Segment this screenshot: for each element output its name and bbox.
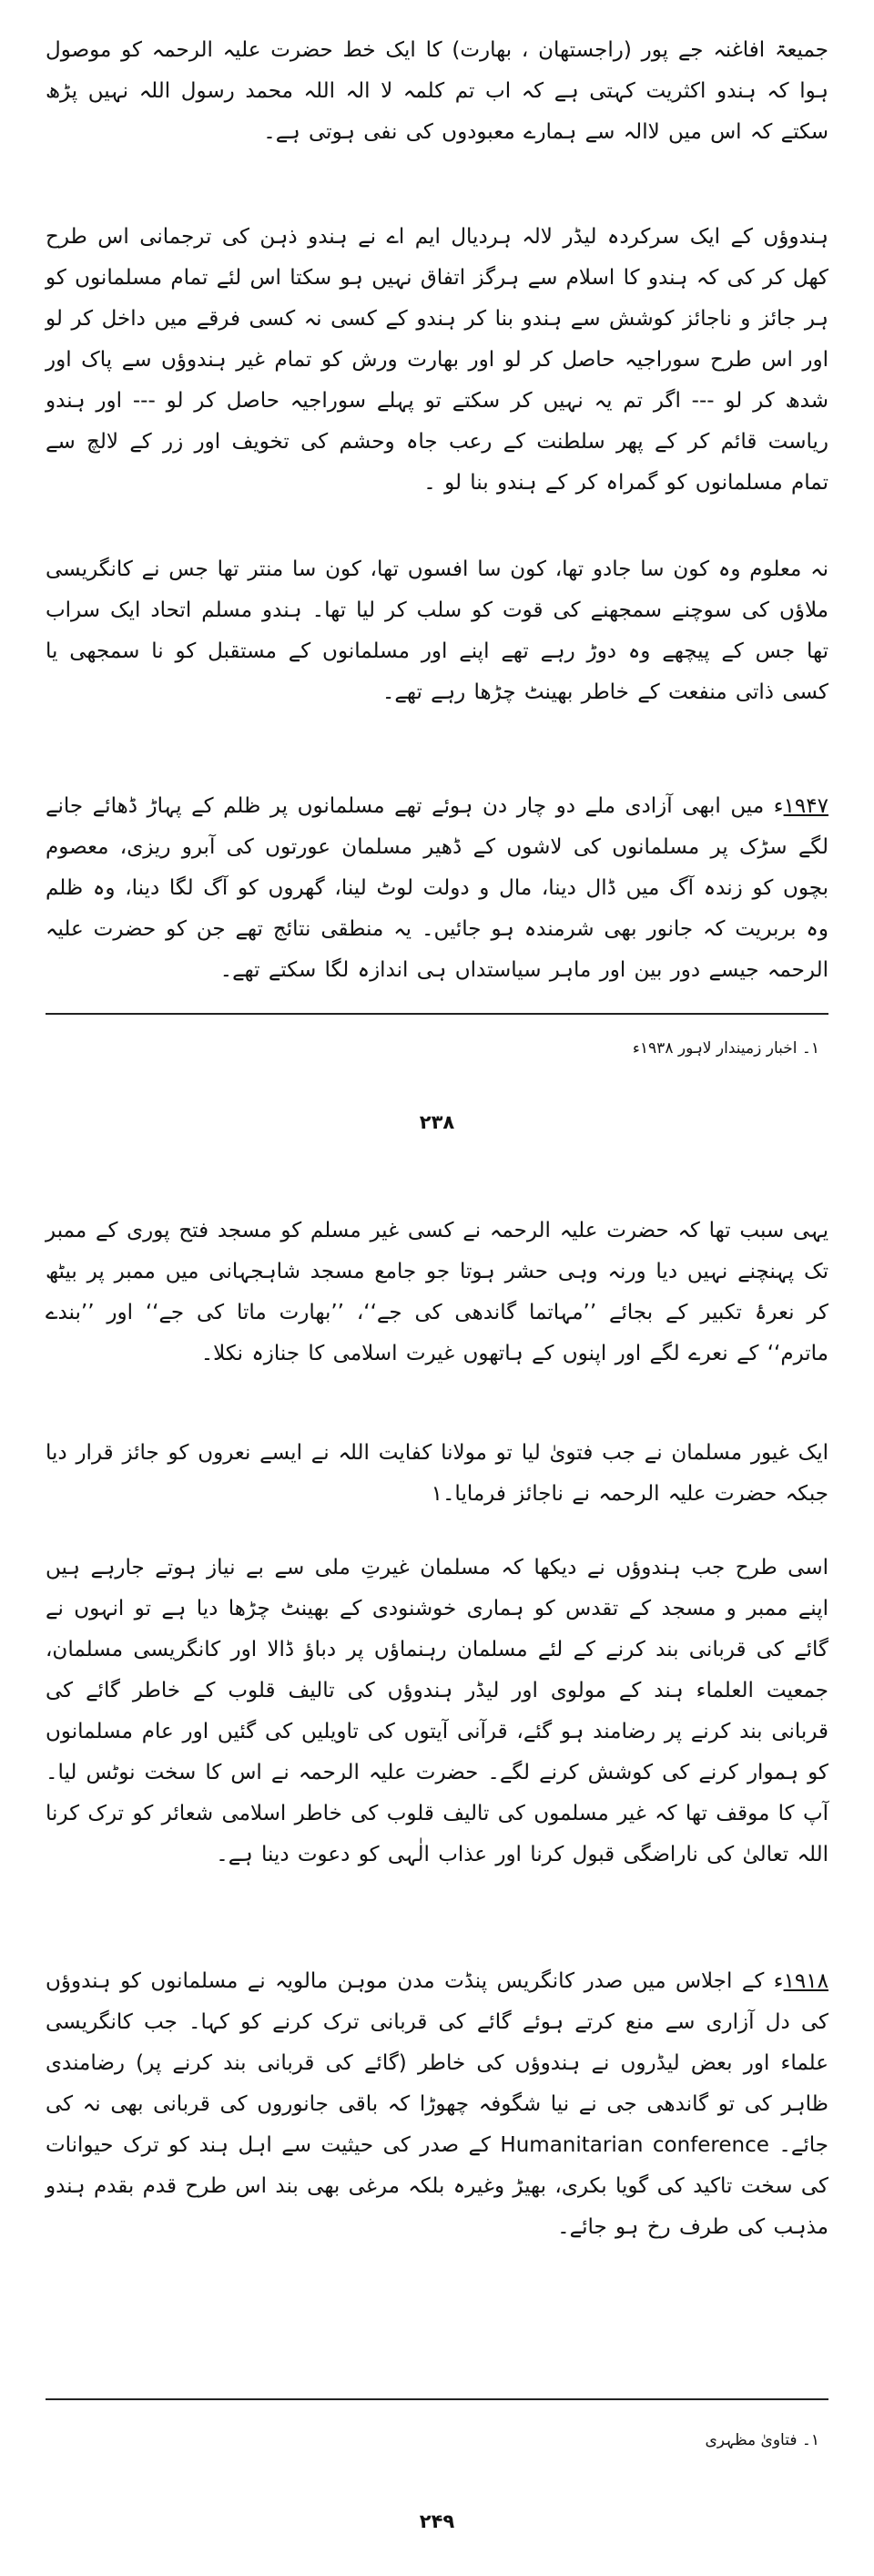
paragraph-5: یہی سبب تھا کہ حضرت علیہ الرحمہ نے کسی غیر مسلم کو مسجد فتح پوری کے ممبر تک پہنچنے نہیں دیا ورنہ وہی حشر ہوتا جو جامع مسجد شاہجہانی میں ممبر پر بیٹھ کر نعرۂ تکبیر کے بجائے ’’مہاتما گاندھی کی جے‘‘، ’’بھارت ماتا کی جے‘‘ اور ’’بندے ماترم‘‘ کے نعرے لگے اور اپنوں کے ہاتھوں غیرت اسلامی کا جنازہ نکلا۔ [46, 1219, 828, 1365]
paragraph-8-text: ء کے اجلاس میں صدر کانگریس پنڈت مدن موہن مالویہ نے مسلمانوں کو ہندوؤں کی دل آزاری سے منع کرتے ہوئے گائے کی قربانی ترک کرنے کو کہا۔ جب کانگریسی علماء اور بعض لیڈروں نے ہندوؤں کی خاطر (گائے کی قربانی بند کرنے پر) رضامندی ظاہر کی تو گاندھی جی نے نیا شگوفہ چھوڑا کہ باقی جانوروں کی قربانی بھی نہ کی جائے۔ Humanitarian conference کے صدر کی حیثیت سے اہل ہند کو ترک حیوانات کی سخت تاکید کی گویا بکری، بھیڑ وغیرہ بلکہ مرغی بھی بند اس طرح قدم بقدم ہندو مذہب کی طرف رخ ہو جائے۔ [46, 1969, 829, 2239]
page-number: ۲۳۸ [419, 1111, 455, 1133]
paragraph-4 [46, 786, 828, 991]
page-number: ۲۴۹ [419, 2510, 455, 2532]
footnote: ۱۔ اخبار زمیندار لاہور ۱۹۳۸ء [632, 1039, 819, 1058]
paragraph-7: اسی طرح جب ہندوؤں نے دیکھا کہ مسلمان غیرتِ ملی سے بے نیاز ہوتے جارہے ہیں اپنے ممبر و مسجد کے تقدس کو ہماری خوشنودی کے بھینٹ چڑھا دیا ہے تو انہوں نے گائے کی قربانی بند کرنے کے لئے مسلمان رہنماؤں پر دباؤ ڈالا اور کانگریسی مسلمان، جمعیت العلماء ہند کے مولوی اور لیڈر ہندوؤں کی تالیف قلوب کے خاطر گائے کی قربانی بند کرنے پر رضامند ہو گئے، قرآنی آیتوں کی تاویلیں کی گئیں اور عام مسلمانوں کو ہموار کرنے کی کوشش کرنے لگے۔ حضرت علیہ الرحمہ نے اس کا سخت نوٹس لیا۔ آپ کا موقف تھا کہ غیر مسلموں کی تالیف قلوب کی خاطر اسلامی شعائر کو ترک کرنا اللہ تعالیٰ کی ناراضگی قبول کرنا اور عذاب الٰہی کو دعوت دینا ہے۔ [46, 1556, 828, 1866]
footnote: ۱۔ فتاویٰ مظہری [705, 2431, 819, 2449]
paragraph-2: ہندوؤں کے ایک سرکردہ لیڈر لالہ ہردیال ایم اے نے ہندو ذہن کی ترجمانی اس طرح کھل کر کی کہ ہندو کا اسلام سے ہرگز اتفاق نہیں ہو سکتا اس لئے تمام مسلمانوں کو ہر جائز و ناجائز کوشش سے ہندو بنا کر ہندو کے کسی نہ کسی فرقے میں داخل کر لو اور اس طرح سوراجیہ حاصل کر لو اور بھارت ورش کو تمام غیر ہندوؤں سے پاک اور شدھ کر لو --- اگر تم یہ نہیں کر سکتے تو پہلے سوراجیہ حاصل کر لو --- اور ہندو ریاست قائم کر کے پھر سلطنت کے رعب جاہ وحشم کی تخویف اور زر کے لالچ سے تمام مسلمانوں کو گمراہ کر کے ہندو بنا لو ۔ [46, 225, 828, 495]
page-249 [0, 1173, 874, 2576]
paragraph-6: ایک غیور مسلمان نے جب فتویٰ لیا تو مولانا کفایت اللہ نے ایسے نعروں کو جائز قرار دیا جبکہ حضرت علیہ الرحمہ نے ناجائز فرمایا۔۱ [46, 1441, 828, 1506]
paragraph-3: نہ معلوم وہ کون سا جادو تھا، کون سا افسوں تھا، کون سا منتر تھا جس نے کانگریسی ملاؤں کی سوچنے سمجھنے کی قوت کو سلب کر لیا تھا۔ ہندو مسلم اتحاد ایک سراب تھا جس کے پیچھے وہ دوڑ رہے تھے اپنے اور مسلمانوں کے مستقبل کو نا سمجھی یا کسی ذاتی منفعت کے خاطر بھینٹ چڑھا رہے تھے۔ [46, 557, 828, 704]
paragraph-4-text: ء میں ابھی آزادی ملے دو چار دن ہوئے تھے مسلمانوں پر ظلم کے پہاڑ ڈھائے جانے لگے سڑک پر مسلمانوں کی لاشوں کے ڈھیر مسلمان عورتوں کی آبرو ریزی، معصوم بچوں کو زندہ آگ میں ڈال دینا، مال و دولت لوٹ لینا، گھروں کو آگ لگا دینا، وہ ظلم وہ بربریت کہ جانور بھی شرمندہ ہو جائیں۔ یہ منطقی نتائج تھے جن کو حضرت علیہ الرحمہ جیسے دور بین اور ماہر سیاستداں ہی اندازہ لگا سکتے تھے۔ [46, 794, 828, 982]
paragraph-8 [46, 1961, 828, 2248]
page-238 [0, 0, 874, 1173]
year-1918: ۱۹۱۸ [783, 1969, 828, 1993]
footnote-divider [46, 1013, 828, 1015]
paragraph-1: جمیعۃ افاغنہ جے پور (راجستھان ، بھارت) کا ایک خط حضرت علیہ الرحمہ کو موصول ہوا کہ ہندو اکثریت کہتی ہے کہ اب تم کلمہ لا الہ اللہ محمد رسول اللہ نہیں پڑھ سکتے کہ اس میں لاالہ سے ہمارے معبودوں کی نفی ہوتی ہے۔ [46, 38, 828, 144]
year-1947: ۱۹۴۷ [783, 794, 828, 818]
footnote-divider [46, 2398, 828, 2400]
